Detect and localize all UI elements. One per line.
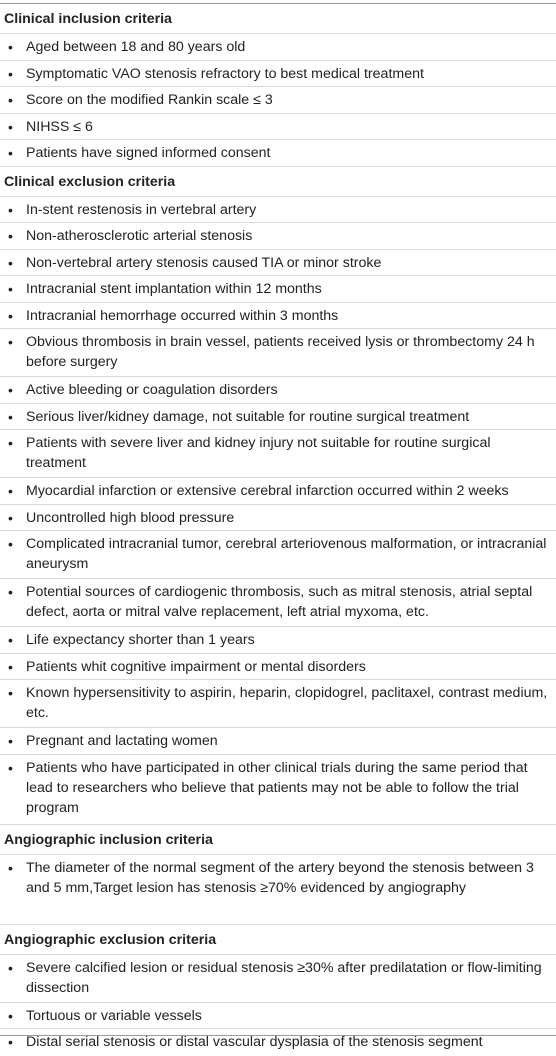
list-item xyxy=(0,303,556,330)
bullet: • xyxy=(8,145,13,161)
bullet: • xyxy=(8,281,13,297)
list-item xyxy=(0,140,556,167)
bullet: • xyxy=(8,959,13,976)
bullet: • xyxy=(8,201,13,218)
list-item-text: Score on the modified Rankin scale ≤ 3 xyxy=(26,92,273,108)
list-item xyxy=(0,430,556,478)
list-item-text: Non-atherosclerotic arterial stenosis xyxy=(26,228,253,244)
list-item-text: Patients who have participated in other clinical trials during the same period that lead to researchers who believe that patients may not be able to follow the trial program xyxy=(26,759,528,816)
list-item-text: Myocardial infarction or extensive cerebral infarction occurred within 2 weeks xyxy=(26,483,509,499)
bullet: • xyxy=(8,435,13,451)
list-item xyxy=(0,34,556,61)
list-item xyxy=(0,377,556,404)
list-item-text: Severe calcified lesion or residual stenosis ≥30% after predilatation or flow-limiting dissection xyxy=(26,959,542,996)
bullet: • xyxy=(8,228,13,244)
bullet: • xyxy=(8,92,13,108)
bullet: • xyxy=(8,334,13,350)
list-item xyxy=(0,531,556,579)
bullet: • xyxy=(8,632,13,648)
list-item-text: Potential sources of cardiogenic thrombosis, such as mitral stenosis, atrial septal defect, aorta or mitral valve replacement, left atrial myxoma, etc. xyxy=(26,584,533,620)
section-heading-clinical-exclusion: Clinical exclusion criteria xyxy=(0,167,556,197)
list-item xyxy=(0,250,556,277)
list-item xyxy=(0,728,556,755)
bullet: • xyxy=(8,254,13,271)
list-item xyxy=(0,680,556,728)
list-item-text: Life expectancy shorter than 1 years xyxy=(26,632,255,648)
bullet: • xyxy=(8,859,13,876)
list-item-text: Serious liver/kidney damage, not suitable for routine surgical treatment xyxy=(26,408,470,425)
list-item xyxy=(0,1029,556,1056)
bullet: • xyxy=(8,1034,13,1050)
list-item xyxy=(0,755,556,825)
list-item xyxy=(0,197,556,224)
list-item-text: Obvious thrombosis in brain vessel, patients received lysis or thrombectomy 24 h before surgery xyxy=(26,334,535,370)
list-item-text: Symptomatic VAO stenosis refractory to best medical treatment xyxy=(26,65,424,82)
list-item xyxy=(0,329,556,377)
list-item xyxy=(0,61,556,88)
bullet: • xyxy=(8,408,13,425)
list-item-text: Distal serial stenosis or distal vascular dysplasia of the stenosis segment xyxy=(26,1034,483,1050)
list-item-text: In-stent restenosis in vertebral artery xyxy=(26,201,257,218)
list-item-text: Patients whit cognitive impairment or mental disorders xyxy=(26,658,366,675)
list-item xyxy=(0,404,556,431)
table-bottom-rule xyxy=(0,1035,556,1036)
list-item-text: Pregnant and lactating women xyxy=(26,733,218,749)
bullet: • xyxy=(8,65,13,82)
list-item-text: Uncontrolled high blood pressure xyxy=(26,509,235,526)
list-item xyxy=(0,505,556,532)
list-item xyxy=(0,855,556,925)
list-item-text: Patients have signed informed consent xyxy=(26,145,271,161)
list-item xyxy=(0,955,556,1003)
bullet: • xyxy=(8,536,13,552)
list-item-text: Intracranial hemorrhage occurred within 3 months xyxy=(26,307,339,324)
list-item xyxy=(0,114,556,141)
bullet: • xyxy=(8,483,13,499)
list-item-text: Non-vertebral artery stenosis caused TIA or minor stroke xyxy=(26,254,382,271)
bullet: • xyxy=(8,733,13,749)
bullet: • xyxy=(8,685,13,701)
list-item xyxy=(0,478,556,505)
bullet: • xyxy=(8,118,13,135)
bullet: • xyxy=(8,39,13,55)
list-item-text: Tortuous or variable vessels xyxy=(26,1007,202,1024)
bullet: • xyxy=(8,584,13,600)
section-heading-angiographic-exclusion: Angiographic exclusion criteria xyxy=(0,925,556,955)
bullet: • xyxy=(8,759,13,776)
list-item xyxy=(0,654,556,681)
list-item-text: Patients with severe liver and kidney injury not suitable for routine surgical treatment xyxy=(26,435,491,471)
section-heading-angiographic-inclusion: Angiographic inclusion criteria xyxy=(0,825,556,855)
section-heading-clinical-inclusion: Clinical inclusion criteria xyxy=(0,4,556,34)
list-item-text: Complicated intracranial tumor, cerebral arteriovenous malformation, or intracranial aneurysm xyxy=(26,536,547,572)
list-item xyxy=(0,1003,556,1030)
list-item xyxy=(0,223,556,250)
list-item xyxy=(0,579,556,627)
list-item xyxy=(0,276,556,303)
bullet: • xyxy=(8,509,13,526)
table-top-rule xyxy=(0,3,556,4)
bullet: • xyxy=(8,1007,13,1024)
bullet: • xyxy=(8,307,13,324)
list-item-text: Known hypersensitivity to aspirin, heparin, clopidogrel, paclitaxel, contrast medium, etc. xyxy=(26,685,548,721)
bullet: • xyxy=(8,382,13,398)
list-item-text: Aged between 18 and 80 years old xyxy=(26,39,246,55)
list-item xyxy=(0,87,556,114)
list-item-text: NIHSS ≤ 6 xyxy=(26,118,93,135)
list-item xyxy=(0,627,556,654)
list-item-text: Intracranial stent implantation within 12 months xyxy=(26,281,322,297)
bullet: • xyxy=(8,658,13,675)
list-item-text: Active bleeding or coagulation disorders xyxy=(26,382,278,398)
list-item-text: The diameter of the normal segment of the artery beyond the stenosis between 3 and 5 mm,Target lesion has stenosis ≥70% evidenced by angiography xyxy=(26,859,534,896)
